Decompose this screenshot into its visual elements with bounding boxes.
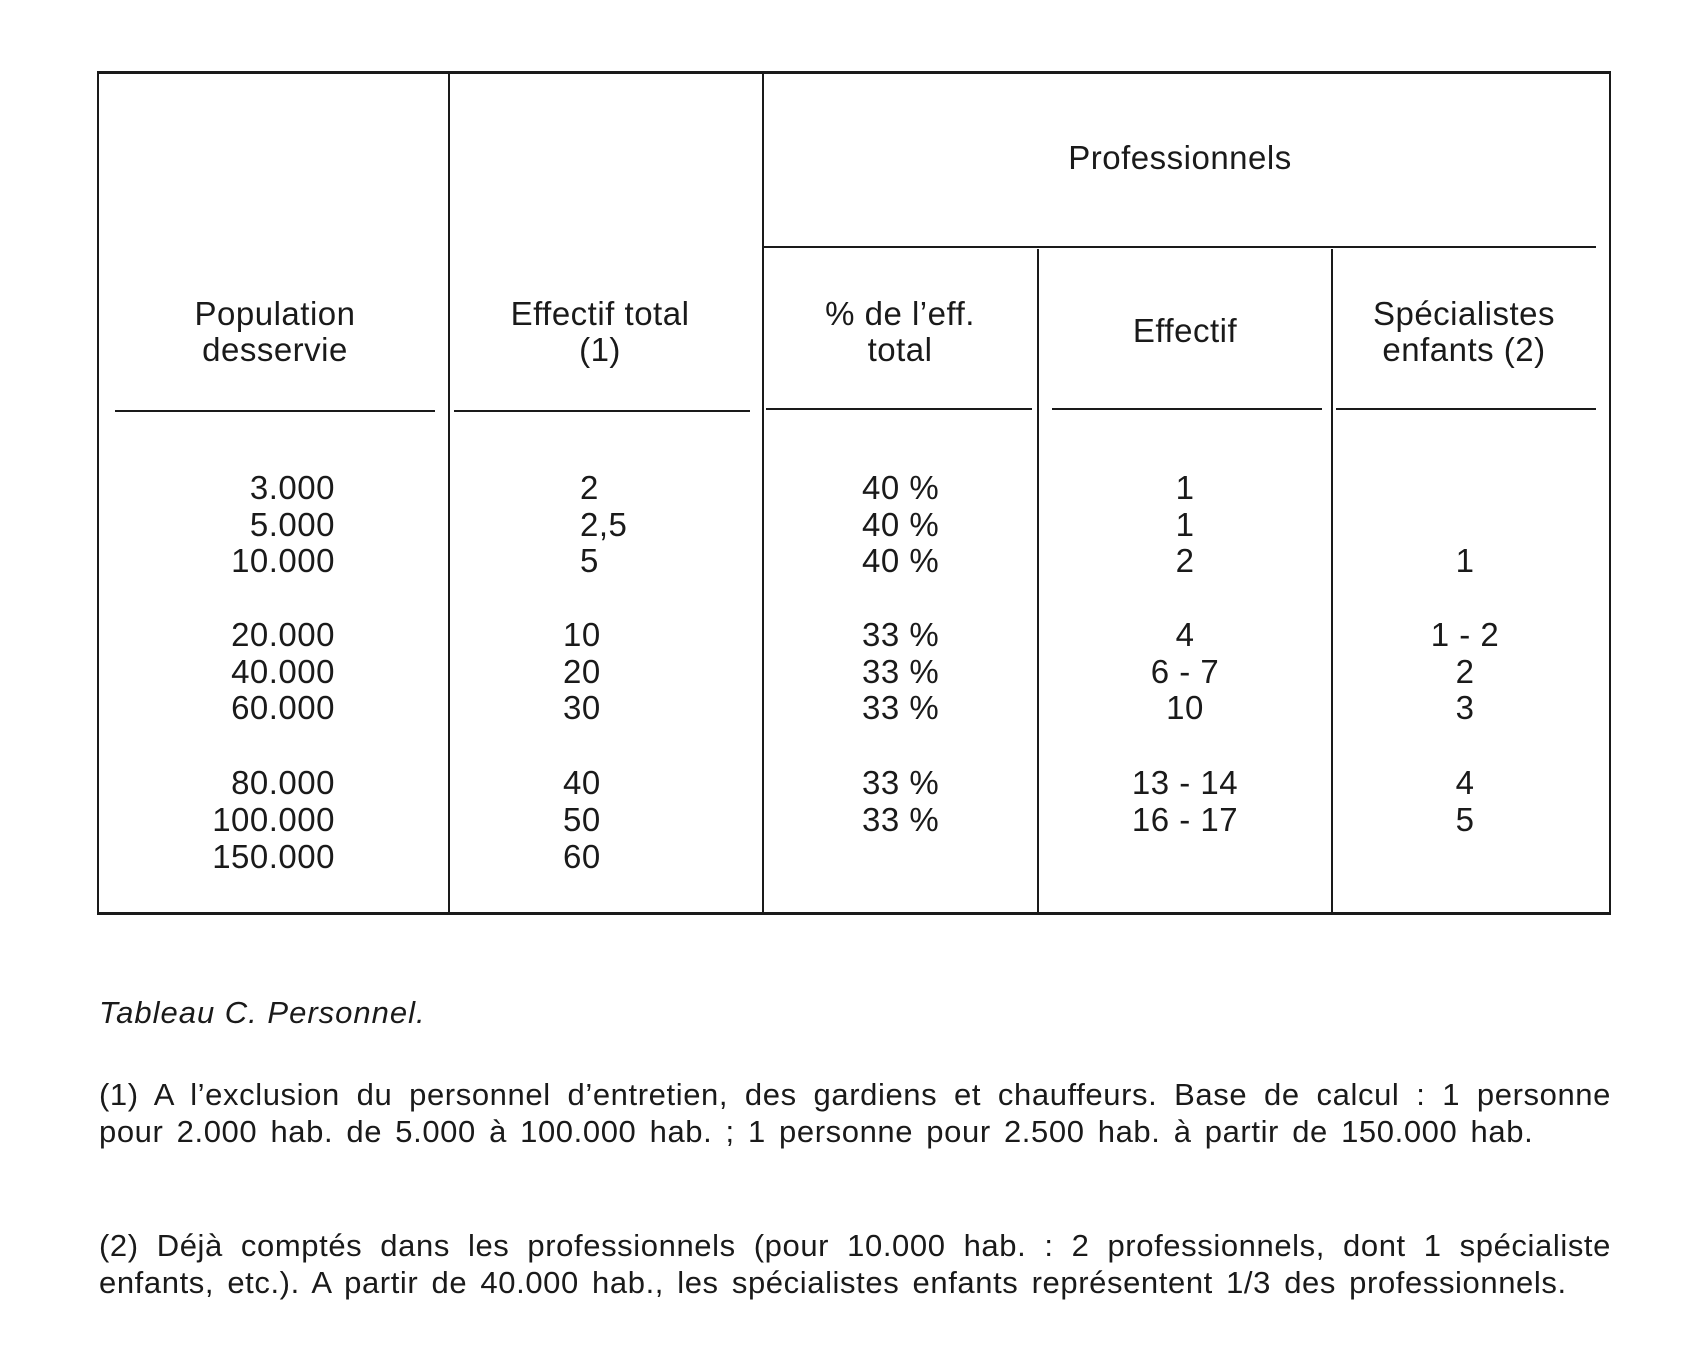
pct-cell: 40 % [862, 506, 940, 543]
effectif-cell: 4 [1175, 616, 1195, 653]
effectif-total-cell: 2,5 [580, 506, 628, 543]
pct-cell: 40 % [862, 469, 940, 506]
header-rule-3 [766, 408, 1032, 410]
table-right-border [1609, 71, 1611, 915]
pct-cell: 33 % [862, 616, 940, 653]
column-divider-1 [448, 71, 450, 915]
pct-cell: 33 % [862, 764, 940, 801]
effectif-total-cell: 10 [563, 616, 601, 653]
header-rule-2 [454, 410, 750, 412]
population-cell: 3.000 [249, 469, 335, 506]
pct-cell: 33 % [862, 801, 940, 838]
footnote-2: (2) Déjà comptés dans les professionnels (pour 10.000 hab. : 2 professionnels, dont 1 spécialiste enfants, etc.). A partir de 40.000 hab., les spécialistes enfants représentent 1/3 des professionnels. [99, 1228, 1611, 1300]
population-cell: 5.000 [249, 506, 335, 543]
population-cell: 150.000 [212, 838, 335, 875]
effectif-cell: 13 - 14 [1131, 764, 1239, 801]
header-professionnels: Professionnels [1068, 139, 1292, 176]
professionnels-underline [764, 246, 1596, 248]
effectif-total-cell: 30 [563, 689, 601, 726]
pct-cell: 33 % [862, 653, 940, 690]
pct-cell: 33 % [862, 689, 940, 726]
specialistes-cell: 5 [1455, 801, 1475, 838]
effectif-total-cell: 50 [563, 801, 601, 838]
effectif-cell: 6 - 7 [1150, 653, 1220, 690]
specialistes-cell: 4 [1455, 764, 1475, 801]
effectif-total-cell: 5 [580, 542, 599, 579]
specialistes-cell: 1 [1455, 542, 1475, 579]
effectif-total-cell: 20 [563, 653, 601, 690]
population-cell: 80.000 [231, 764, 335, 801]
header-population: Population desservie [194, 295, 356, 368]
header-rule-4 [1052, 408, 1322, 410]
table-left-border [97, 71, 99, 915]
population-cell: 60.000 [231, 689, 335, 726]
footnote-1: (1) A l’exclusion du personnel d’entretien, des gardiens et chauffeurs. Base de calcul : 1 personne pour 2.000 hab. de 5.000 à 100.000 hab. ; 1 personne pour 2.500 hab. à partir de 150.000 hab. [99, 1077, 1611, 1149]
header-specialistes-enfants: Spécialistes enfants (2) [1372, 295, 1556, 368]
effectif-total-cell: 2 [580, 469, 599, 506]
effectif-cell: 16 - 17 [1131, 801, 1239, 838]
specialistes-cell: 3 [1455, 689, 1475, 726]
population-cell: 20.000 [231, 616, 335, 653]
header-effectif: Effectif [1132, 312, 1238, 349]
table-bottom-border [97, 912, 1611, 915]
column-divider-2 [762, 71, 764, 915]
header-rule-1 [115, 410, 435, 412]
population-cell: 100.000 [212, 801, 335, 838]
header-pct-eff-total: % de l’eff. total [825, 295, 975, 368]
effectif-cell: 2 [1175, 542, 1195, 579]
effectif-cell: 1 [1175, 506, 1195, 543]
population-cell: 10.000 [231, 542, 335, 579]
effectif-total-cell: 60 [563, 838, 601, 875]
effectif-cell: 10 [1166, 689, 1204, 726]
specialistes-cell: 2 [1455, 653, 1475, 690]
table-caption: Tableau C. Personnel. [99, 995, 426, 1030]
population-cell: 40.000 [231, 653, 335, 690]
specialistes-cell: 1 - 2 [1430, 616, 1500, 653]
header-effectif-total: Effectif total (1) [510, 295, 690, 368]
pct-cell: 40 % [862, 542, 940, 579]
header-rule-5 [1336, 408, 1596, 410]
table-top-border [97, 71, 1611, 74]
effectif-cell: 1 [1175, 469, 1195, 506]
effectif-total-cell: 40 [563, 764, 601, 801]
